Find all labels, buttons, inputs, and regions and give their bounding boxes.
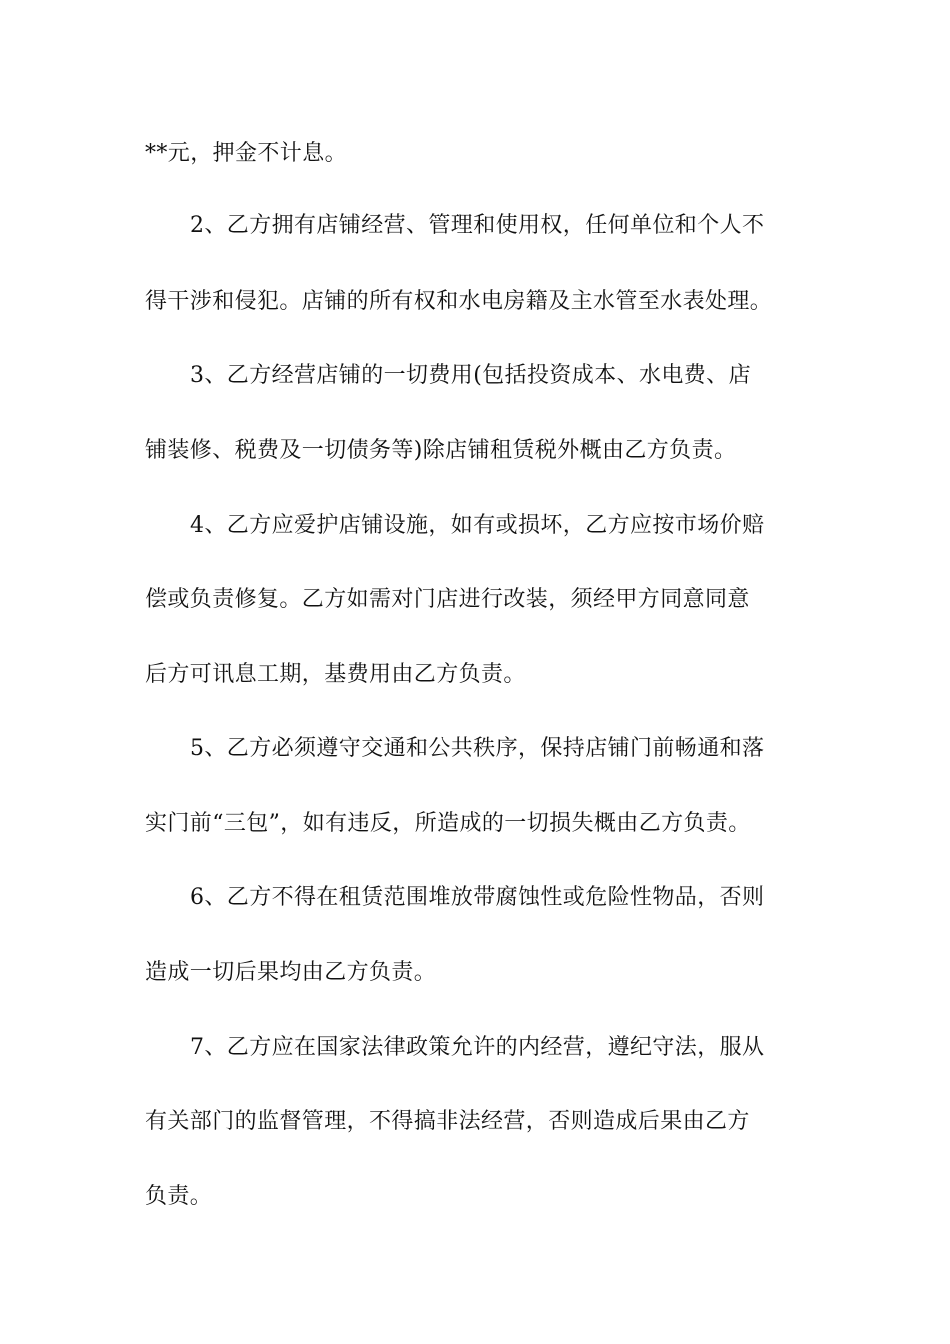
clause-6-line-1: 6、乙方不得在租赁范围堆放带腐蚀性或危险性物品，否则 <box>190 885 765 910</box>
clause-4-line-2: 偿或负责修复。乙方如需对门店进行改装，须经甲方同意同意 <box>145 587 750 612</box>
clause-7-line-2: 有关部门的监督管理，不得搞非法经营，否则造成后果由乙方 <box>145 1109 750 1134</box>
clause-5-line-1: 5、乙方必须遵守交通和公共秩序，保持店铺门前畅通和落 <box>190 736 765 761</box>
clause-2-line-2: 得干涉和侵犯。店铺的所有权和水电房籍及主水管至水表处理。 <box>145 289 773 314</box>
clause-3-line-1: 3、乙方经营店铺的一切费用(包括投资成本、水电费、店 <box>190 363 751 388</box>
clause-5-line-2: 实门前“三包”，如有违反，所造成的一切损失概由乙方负责。 <box>145 811 751 836</box>
clause-4-line-3: 后方可讯息工期，基费用由乙方负责。 <box>145 662 526 687</box>
clause-7-line-1: 7、乙方应在国家法律政策允许的内经营，遵纪守法，服从 <box>190 1035 765 1060</box>
clause-3-line-2: 铺装修、税费及一切债务等)除店铺租赁税外概由乙方负责。 <box>145 438 737 463</box>
text-line: **元，押金不计息。 <box>145 141 348 166</box>
clause-7-line-3: 负责。 <box>145 1184 213 1209</box>
clause-4-line-1: 4、乙方应爱护店铺设施，如有或损坏，乙方应按市场价赔 <box>190 513 765 538</box>
clause-6-line-2: 造成一切后果均由乙方负责。 <box>145 960 437 985</box>
clause-2-line-1: 2、乙方拥有店铺经营、管理和使用权，任何单位和个人不 <box>190 213 765 238</box>
